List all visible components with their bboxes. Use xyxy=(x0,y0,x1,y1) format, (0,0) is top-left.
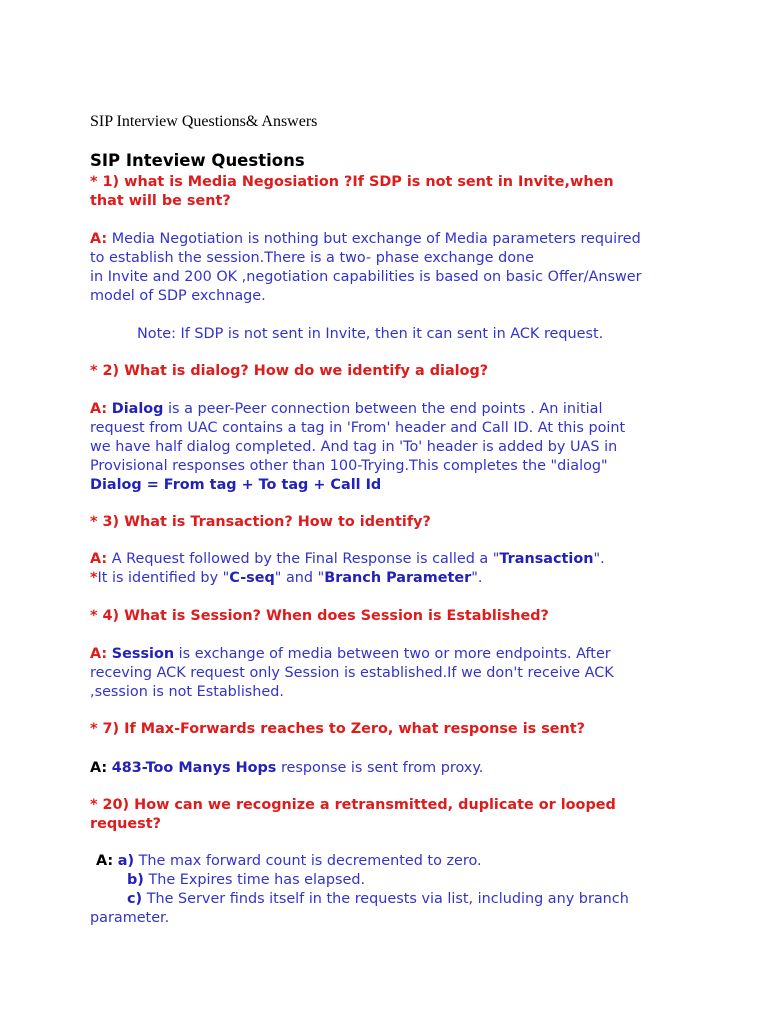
question-20-line-1: * 20) How can we recognize a retransmitted, duplicate or looped xyxy=(90,797,616,813)
answer-label: A: xyxy=(90,646,108,662)
answer-4-line-2: receving ACK request only Session is established.If we don't receive ACK xyxy=(90,665,614,681)
answer-2-line-2: request from UAC contains a tag in 'From' header and Call ID. At this point xyxy=(90,420,626,436)
item-a-text: The max forward count is decremented to zero. xyxy=(138,853,482,869)
item-c-text: The Server finds itself in the requests via list, including any branch xyxy=(146,891,629,907)
answer-3-text-post: ". xyxy=(593,551,605,567)
item-b-text: The Expires time has elapsed. xyxy=(148,872,366,888)
item-a-marker: a) xyxy=(117,853,135,869)
answer-2-term: Dialog xyxy=(111,401,164,417)
answer-2-line-4: Provisional responses other than 100-Trying.This completes the "dialog" xyxy=(90,458,608,474)
question-2: * 2) What is dialog? How do we identify a dialog? xyxy=(90,363,489,379)
answer-4-text: is exchange of media between two or more endpoints. After xyxy=(178,646,611,662)
answer-2-formula: Dialog = From tag + To tag + Call Id xyxy=(90,477,382,493)
answer-20-item-a xyxy=(96,852,482,871)
answer-4-line-1 xyxy=(90,645,611,664)
answer-1-line-4: model of SDP exchnage. xyxy=(90,288,266,304)
answer-20-item-c xyxy=(127,890,629,909)
answer-3-line-2 xyxy=(90,569,482,588)
answer-2-line-3: we have half dialog completed. And tag in 'To' header is added by UAS in xyxy=(90,439,618,455)
question-1-number: * 1) xyxy=(90,174,120,190)
answer-7-text: response is sent from proxy. xyxy=(280,760,484,776)
answer-label: A: xyxy=(90,401,108,417)
answer-1-text: Media Negotiation is nothing but exchange of Media parameters required xyxy=(111,231,641,247)
answer-20-item-b xyxy=(127,871,365,890)
answer-label: A: xyxy=(90,760,108,776)
answer-1-line-3: in Invite and 200 OK ,negotiation capabilities is based on basic Offer/Answer xyxy=(90,269,642,285)
question-20-line-2: request? xyxy=(90,816,161,832)
section-heading: SIP Inteview Questions xyxy=(90,151,305,170)
answer-label: A: xyxy=(96,853,114,869)
answer-3-l2-mid: " and " xyxy=(274,570,325,586)
answer-1-note: Note: If SDP is not sent in Invite, then it can sent in ACK request. xyxy=(137,326,604,342)
answer-4-term: Session xyxy=(111,646,175,662)
answer-3-l2-pre: It is identified by " xyxy=(97,570,230,586)
answer-2-text: is a peer-Peer connection between the end points . An initial xyxy=(168,401,603,417)
answer-label: A: xyxy=(90,551,108,567)
answer-3-text-pre: A Request followed by the Final Response is called a " xyxy=(111,551,500,567)
answer-3-star: * xyxy=(90,570,98,586)
question-3: * 3) What is Transaction? How to identify? xyxy=(90,514,431,530)
answer-2-line-1 xyxy=(90,400,602,419)
item-b-marker: b) xyxy=(127,872,144,888)
answer-3-l2-post: ". xyxy=(471,570,483,586)
question-1-line-1 xyxy=(90,173,614,192)
answer-1-line-2: to establish the session.There is a two- phase exchange done xyxy=(90,250,535,266)
answer-3-cseq: C-seq xyxy=(229,570,275,586)
answer-7 xyxy=(90,759,483,778)
answer-1-line-1 xyxy=(90,230,641,249)
document-title: SIP Interview Questions& Answers xyxy=(90,113,318,130)
question-1-line-2: that will be sent? xyxy=(90,193,231,209)
question-1-text: what is Media Negosiation ?If SDP is not sent in Invite,when xyxy=(124,174,614,190)
answer-3-branch: Branch Parameter xyxy=(324,570,472,586)
answer-20-item-c-cont: parameter. xyxy=(90,910,170,926)
answer-3-line-1 xyxy=(90,550,605,569)
item-c-marker: c) xyxy=(127,891,143,907)
answer-7-term: 483-Too Manys Hops xyxy=(111,760,277,776)
question-4: * 4) What is Session? When does Session is Established? xyxy=(90,608,549,624)
question-7: * 7) If Max-Forwards reaches to Zero, what response is sent? xyxy=(90,721,586,737)
answer-3-term: Transaction xyxy=(499,551,594,567)
answer-label: A: xyxy=(90,231,108,247)
answer-4-line-3: ,session is not Established. xyxy=(90,684,284,700)
